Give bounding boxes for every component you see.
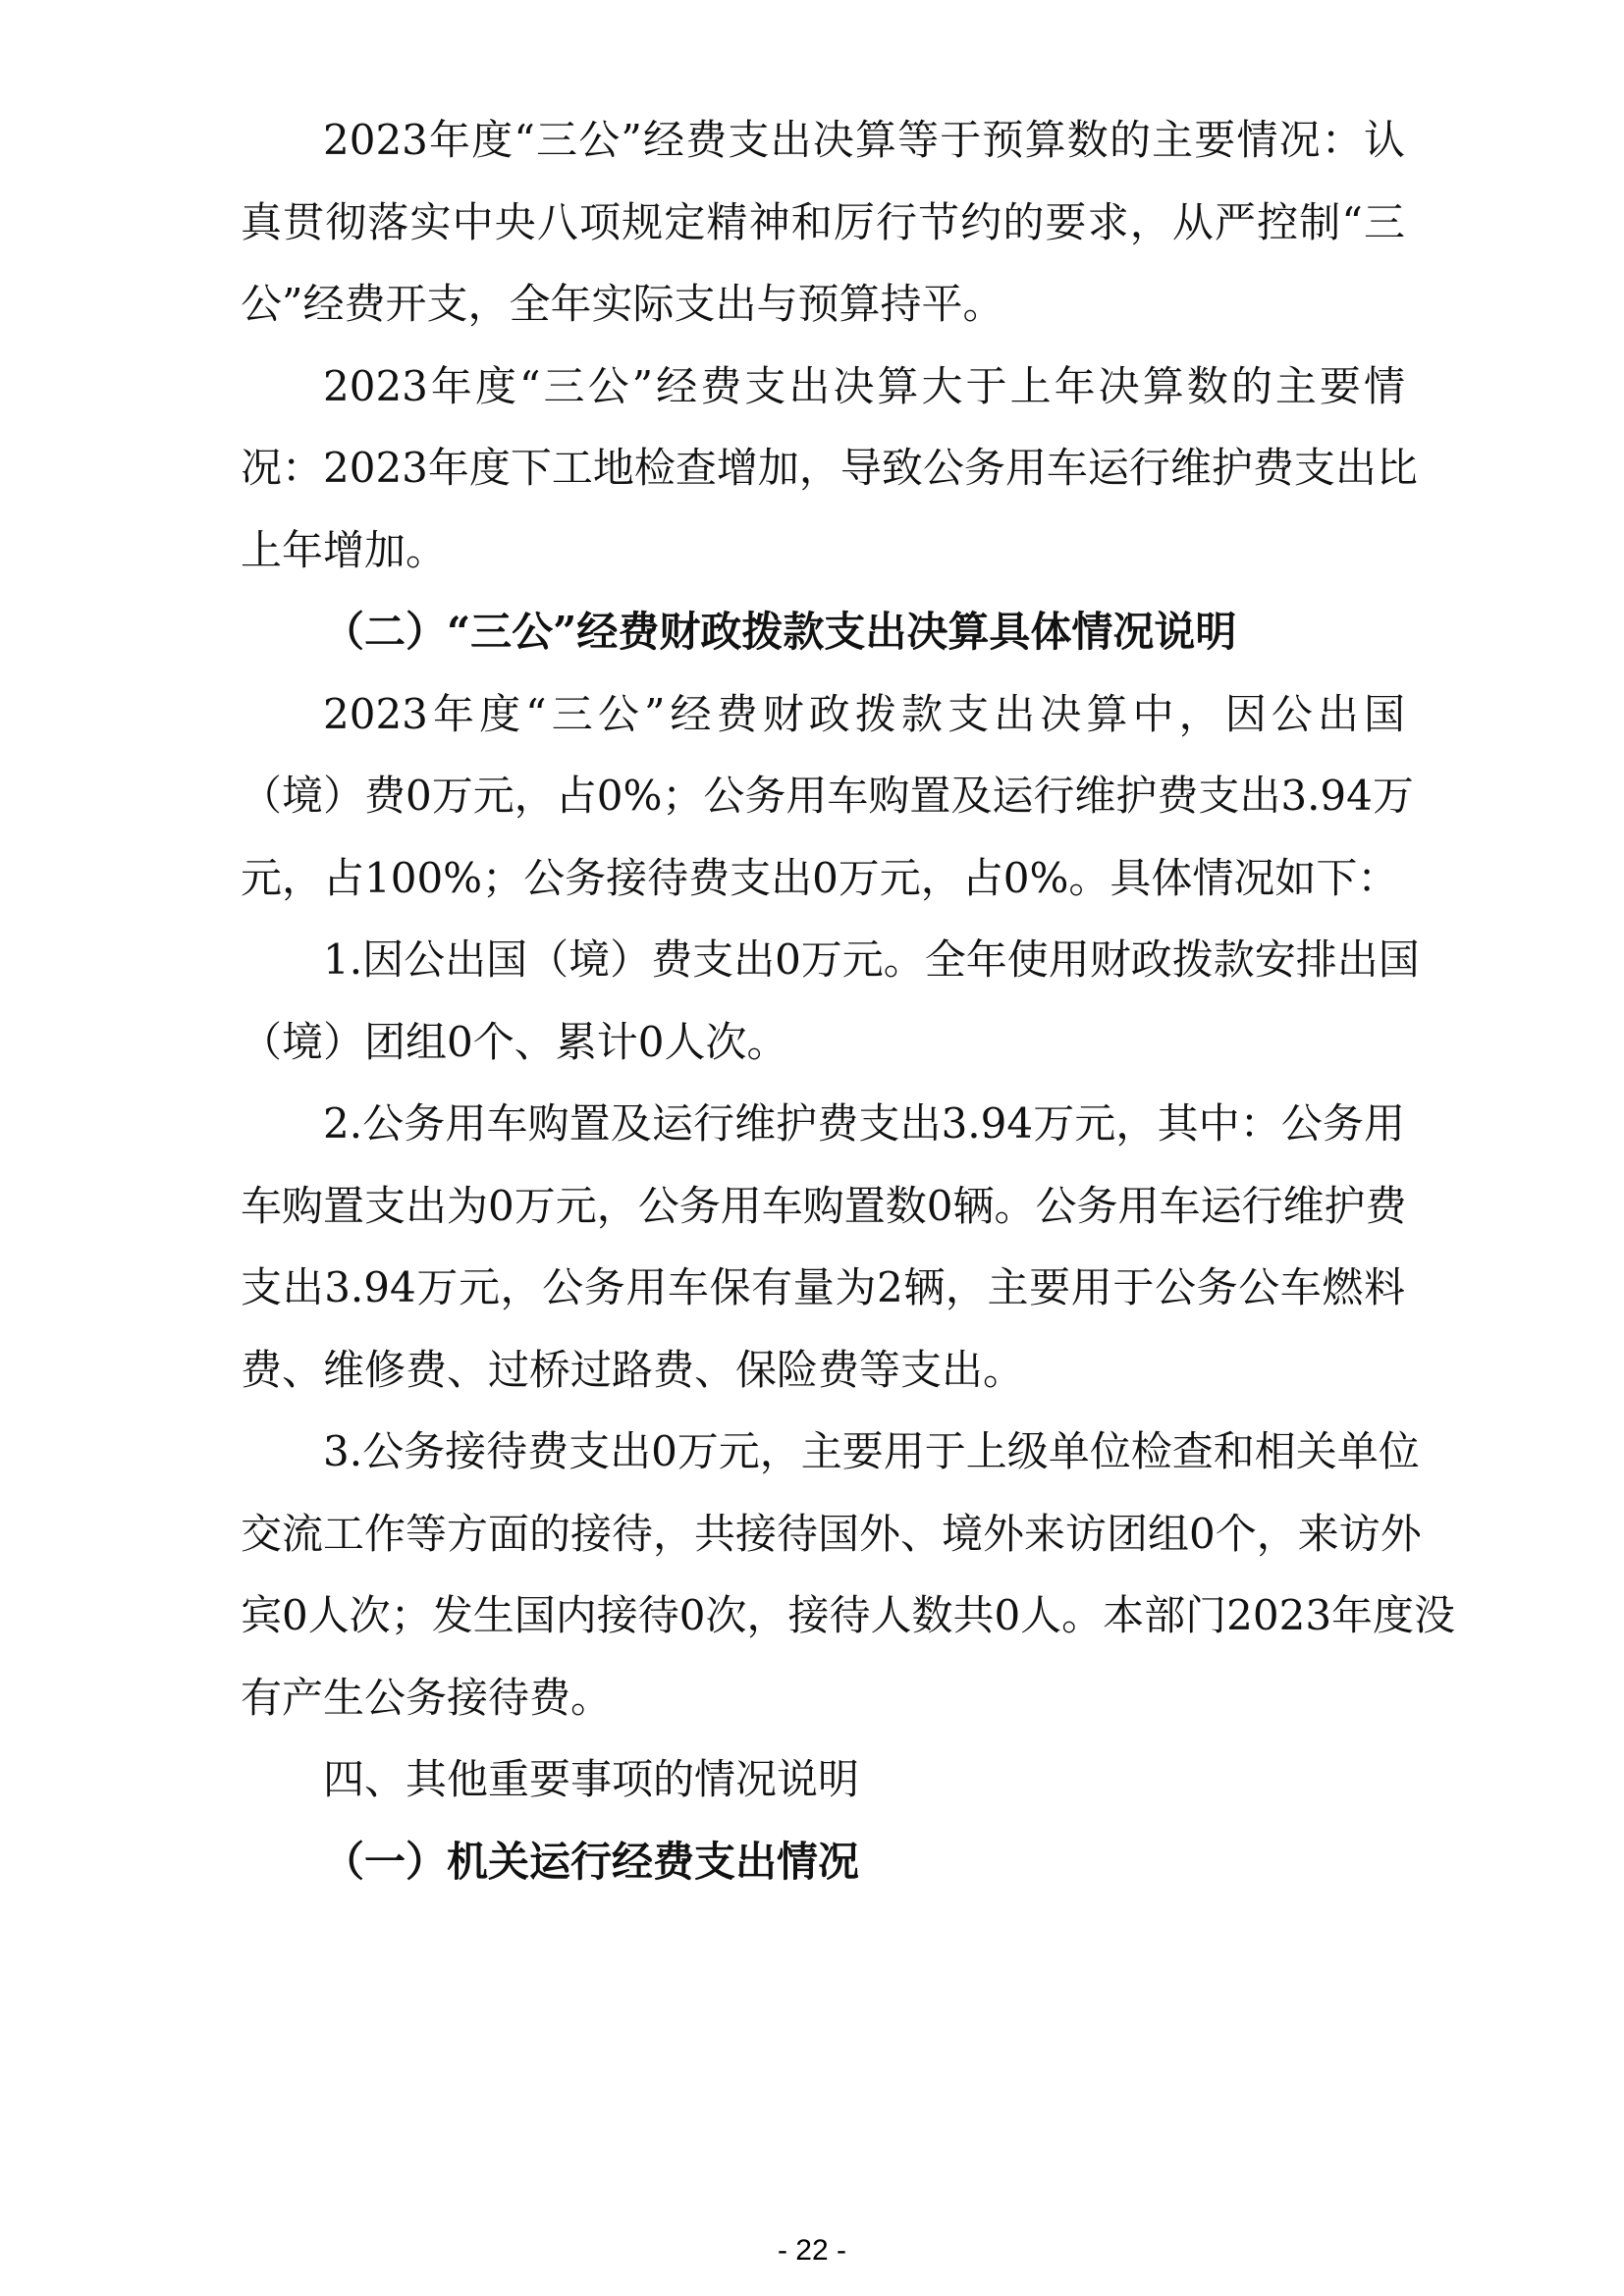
text-line: （境）团组0个、累计0人次。	[241, 1017, 788, 1066]
heading-text: 四、其他重要事项的情况说明	[323, 1755, 860, 1803]
paragraph-three-public-greater-than-last-year	[241, 346, 1418, 592]
text-line: 真贯彻落实中央八项规定精神和厉行节约的要求，从严控制“三	[241, 197, 1405, 246]
text-line: 有产生公务接待费。	[241, 1673, 613, 1722]
page-number: - 22 -	[777, 2234, 847, 2267]
text-line: 2023年度“三公”经费财政拨款支出决算中，因公出国	[323, 689, 1405, 738]
section-heading-other-important-matters	[241, 1738, 1405, 1821]
text-line: 况：2023年度下工地检查增加，导致公务用车运行维护费支出比	[241, 444, 1418, 492]
document-body	[241, 99, 1456, 1902]
text-line: 2023年度“三公”经费支出决算大于上年决算数的主要情	[323, 361, 1405, 410]
section-heading-fiscal-appropriation	[241, 591, 1405, 673]
text-line: 上年增加。	[241, 525, 448, 574]
text-line: 3.公务接待费支出0万元，主要用于上级单位检查和相关单位	[323, 1427, 1420, 1475]
text-line: 2023年度“三公”经费支出决算等于预算数的主要情况：认	[323, 116, 1405, 164]
paragraph-fiscal-appropriation-summary	[241, 673, 1414, 920]
text-line: 宾0人次；发生国内接待0次，接待人数共0人。本部门2023年度没	[241, 1591, 1456, 1639]
list-item-official-reception	[241, 1411, 1456, 1738]
subsection-heading-operating-expenses	[241, 1821, 1405, 1903]
text-line: 2.公务用车购置及运行维护费支出3.94万元，其中：公务用	[323, 1099, 1405, 1148]
text-line: （境）费0万元，占0%；公务用车购置及运行维护费支出3.94万	[241, 772, 1414, 820]
text-line: 交流工作等方面的接待，共接待国外、境外来访团组0个，来访外	[241, 1509, 1422, 1558]
text-line: 支出3.94万元，公务用车保有量为2辆，主要用于公务公车燃料	[241, 1263, 1405, 1311]
list-item-overseas-travel	[241, 919, 1420, 1083]
text-line: 公”经费开支，全年实际支出与预算持平。	[241, 280, 1004, 328]
heading-text: （一）机关运行经费支出情况	[323, 1837, 860, 1886]
text-line: 费、维修费、过桥过路费、保险费等支出。	[241, 1345, 1025, 1394]
paragraph-three-public-equal-budget	[241, 99, 1405, 346]
list-item-official-vehicles	[241, 1083, 1405, 1411]
text-line: 车购置支出为0万元，公务用车购置数0辆。公务用车运行维护费	[241, 1181, 1407, 1230]
text-line: 元，占100%；公务接待费支出0万元，占0%。具体情况如下：	[241, 853, 1399, 902]
heading-text: （二）“三公”经费财政拨款支出决算具体情况说明	[323, 608, 1237, 656]
text-line: 1.因公出国（境）费支出0万元。全年使用财政拨款安排出国	[323, 935, 1420, 984]
